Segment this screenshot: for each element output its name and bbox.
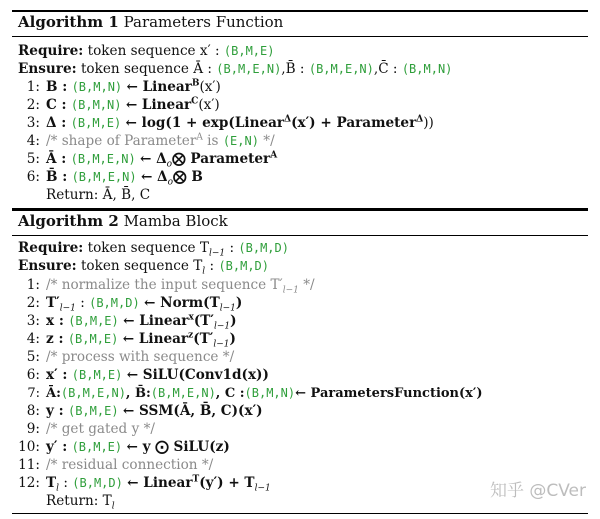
- algo2-line-4: 4: z : (B,M,E) ← $Linear^z(T'_{l-1})$: [26, 330, 236, 350]
- algo2-line-6: 6: x′ : (B,M,E) ← SiLU(Conv1d(x)): [26, 367, 269, 383]
- algo1-return: Return: Ā, B̄, C: [46, 187, 151, 203]
- algo2-line-9-comment: 9: /* get gated y */: [26, 421, 155, 437]
- algo2-line-8: 8: y : (B,M,E) ← SSM(Ā, B̄, C)(x′): [26, 403, 263, 419]
- algo1-ensure: Ensure: token sequence Ā : (B,M,E,N),B̄ : (B,M,E,N),C̄ : (B,M,N): [18, 61, 453, 77]
- algo2-line-12: 12: $T_l$ : (B,M,D) ← Linear$^T$(y′) + $T_{l-1}$: [18, 474, 271, 494]
- algo2-title: Algorithm 2 Mamba Block: [18, 212, 228, 230]
- algo2-ensure: Ensure: token sequence $T_l$ : (B,M,D): [18, 258, 270, 277]
- algo1-require: Require: token sequence x′ : (B,M,E): [18, 43, 275, 59]
- algo1-title: Algorithm 1 Parameters Function: [18, 13, 284, 31]
- algo2-line-1-comment: 1: /* normalize the input sequence $T'_{l-1}$ */: [26, 277, 315, 296]
- algo2-line-5-comment: 5: /* process with sequence */: [26, 349, 235, 365]
- algo2-top-rule: [12, 209, 588, 211]
- algo1-top-rule: [12, 10, 588, 12]
- algo2-require: Require: token sequence $T_{l-1}$ : (B,M,D): [18, 240, 289, 259]
- watermark: 知乎 @CVer: [489, 481, 586, 501]
- algo2-line-7: 7: Ā:(B,M,E,N), B̄:(B,M,E,N), C :(B,M,N)← ParametersFunction(x′): [27, 386, 483, 401]
- algo2-title-rule: [12, 235, 588, 236]
- algo2-line-10: 10: y′ : (B,M,E) ← y ⨀ SiLU(z): [18, 439, 230, 455]
- algo1-title-rule: [12, 36, 588, 37]
- algo2-line-11-comment: 11: /* residual connection */: [18, 457, 214, 473]
- algo2-return: Return: $T_l$: [46, 493, 115, 512]
- algo1-line-3: 3: Δ : (B,M,E) ← log(1 + exp(Linear$^\Delta$(x′) + Parameter$^\Delta$)): [26, 114, 434, 131]
- algo1-line-4-comment: 4: /* shape of Parameter$^A$ is (E,N) */: [26, 132, 275, 149]
- algo1-line-5: 5: Ā : (B,M,E,N) ← $\Delta_o⨂$ Parameter$^A$: [26, 150, 278, 170]
- algo1-line-6: 6: B̄ : (B,M,E,N) ← $\Delta_o⨂$ B: [26, 169, 203, 188]
- algo2-line-2: 2: $T'_{l-1}$ : (B,M,D) ← $Norm(T_{l-1})$: [26, 295, 243, 314]
- algo2-bottom-rule: [12, 513, 588, 514]
- algo1-line-1: 1: B : (B,M,N) ← Linear$^B$(x′): [26, 78, 221, 95]
- algo2-line-3: 3: x : (B,M,E) ← $Linear^x(T'_{l-1})$: [26, 312, 237, 332]
- algo1-line-2: 2: C : (B,M,N) ← Linear$^C$(x′): [26, 96, 220, 113]
